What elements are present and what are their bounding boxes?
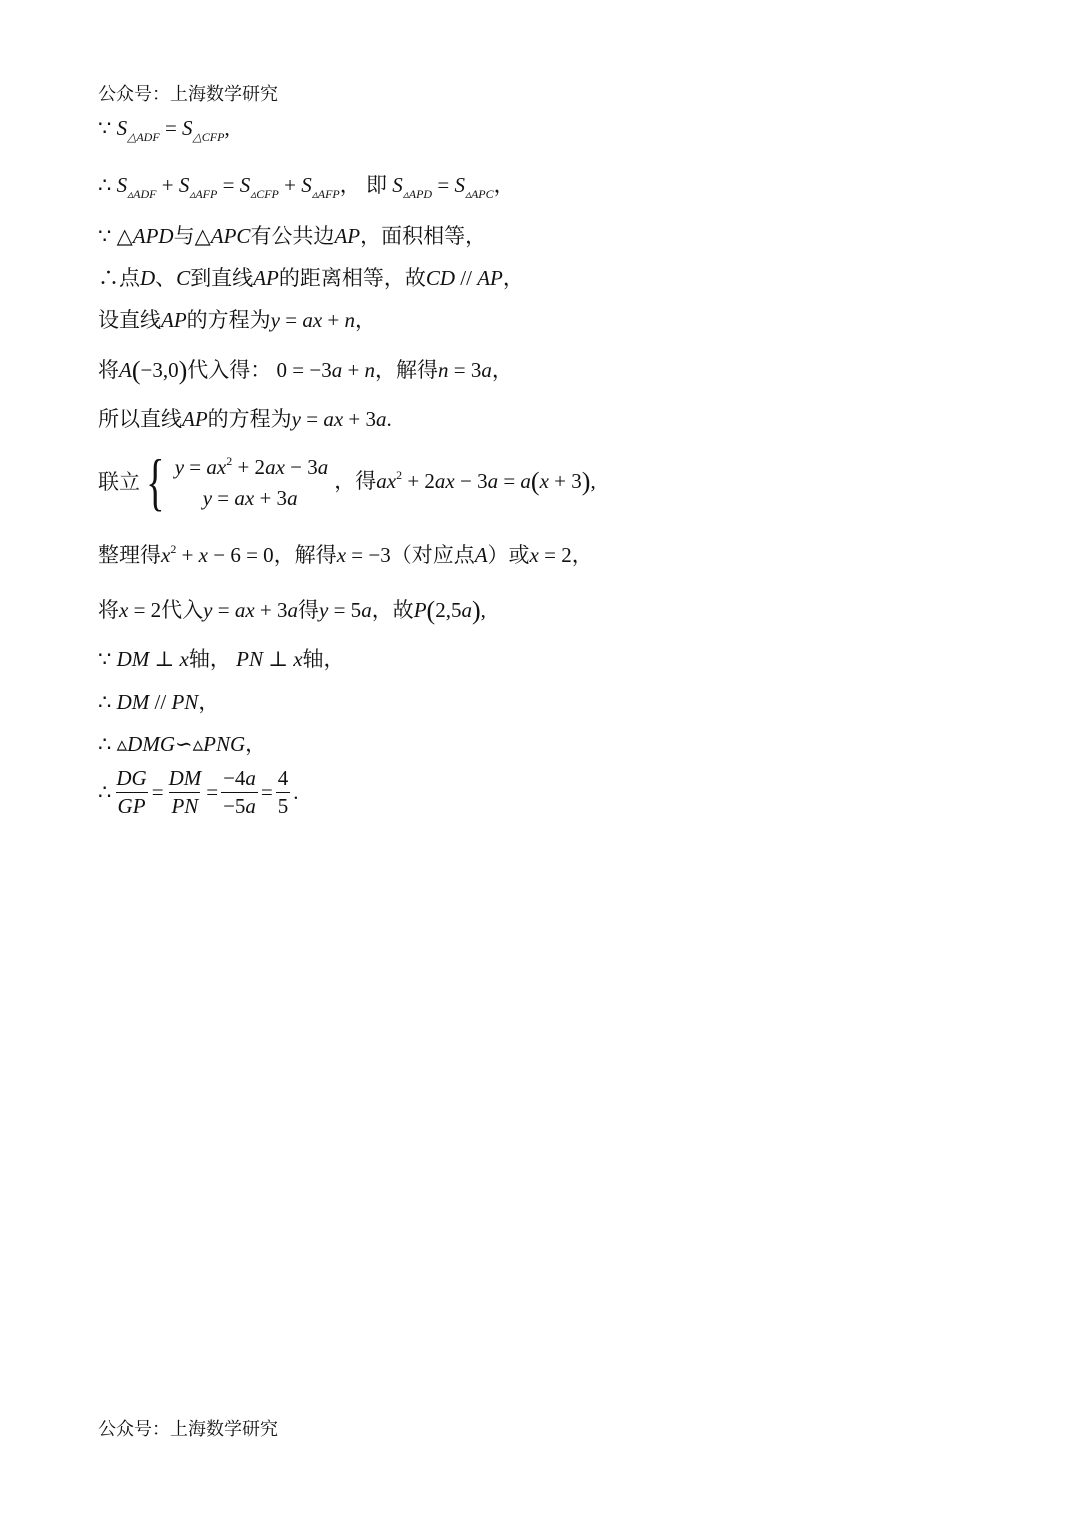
footer-watermark: 公众号：上海数学研究 xyxy=(98,1419,278,1440)
proof-line-3: ∵ △APD与△APC有公共边AP，面积相等， xyxy=(98,224,487,248)
proof-line-7: 所以直线AP的方程为y = ax + 3a. xyxy=(98,407,392,431)
proof-line-14: ∴ $\frac{DG}{GP}$ = $\frac{DM}{PN}$ = $\frac{-4a}{-5a}$ = $\frac{4}{5}$ . xyxy=(98,766,299,818)
proof-line-5: 设直线AP的方程为y = ax + n， xyxy=(98,308,376,332)
proof-line-2: ∴ $S_{▵ADF} + S_{▵AFP} = S_{▵CFP} + S_{▵AFP}$， 即 $S_{▵APD} = S_{▵APC}$， xyxy=(98,173,515,201)
header-watermark: 公众号：上海数学研究 xyxy=(98,84,278,105)
proof-line-11: ∵ DM ⊥ x轴， PN ⊥ x轴， xyxy=(98,647,345,671)
proof-line-8: 联立 { $y = ax^2 + 2ax - 3a$ y = ax + 3a ，得$ax^2 + 2ax - 3a = a(x + 3)$, xyxy=(98,446,596,517)
proof-line-12: ∴ DM // PN， xyxy=(98,690,220,714)
proof-line-6: 将A(−3,0)代入得： 0 = −3a + n，解得n = 3a， xyxy=(98,356,513,385)
proof-line-1: ∵ $S_{\triangle ADF} = S_{\triangle CFP}$, xyxy=(98,116,230,144)
proof-line-4: ∴点D、C到直线AP的距离相等，故CD // AP， xyxy=(98,266,524,290)
proof-line-13: ∴ ▵DMG∽▵PNG， xyxy=(98,732,267,756)
proof-line-10: 将x = 2代入y = ax + 3a得y = 5a，故P(2,5a), xyxy=(98,596,486,625)
proof-line-9: 整理得$x^2 + x - 6 = 0$，解得x = −3（对应点A）或x = 2， xyxy=(98,542,593,567)
